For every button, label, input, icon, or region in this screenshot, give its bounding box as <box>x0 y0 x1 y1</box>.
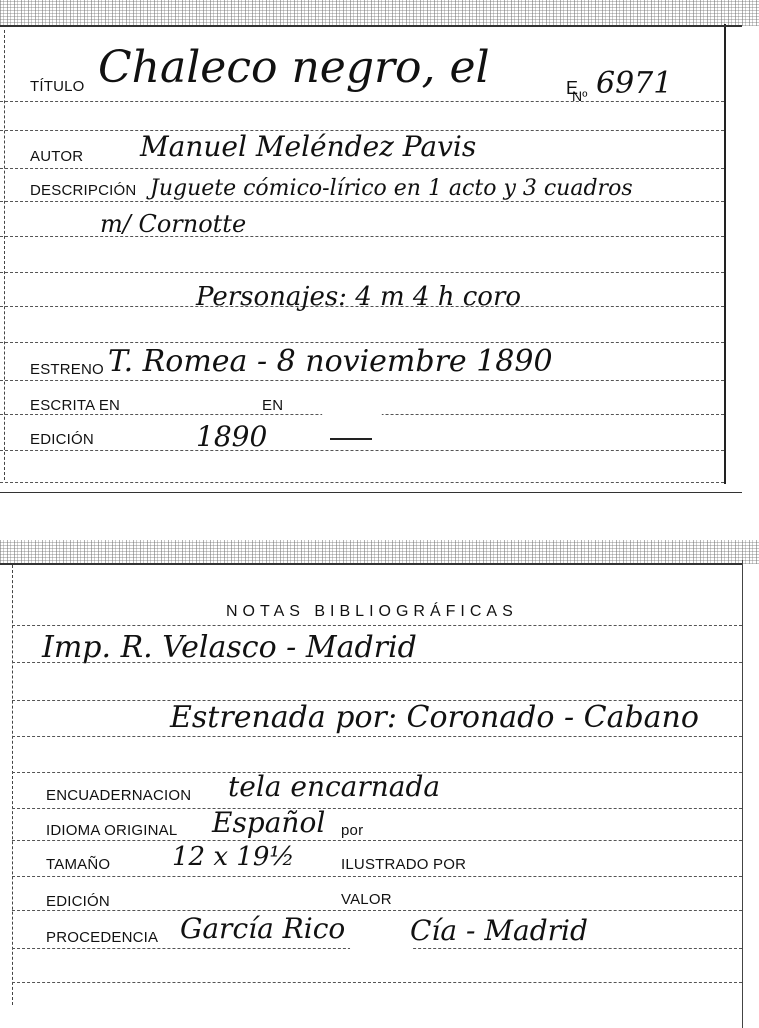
notas-bibliograficas-heading: NOTAS BIBLIOGRÁFICAS <box>226 603 518 620</box>
notes-line-1: Imp. R. Velasco - Madrid <box>42 630 417 665</box>
encuadernacion-label: ENCUADERNACION <box>46 787 192 804</box>
descripcion-label: DESCRIPCIÓN <box>30 182 137 199</box>
rule-line <box>12 982 742 983</box>
escrita-en-label: ESCRITA EN <box>30 397 121 414</box>
numero-prefix: E <box>566 78 579 98</box>
numero-label: Nº <box>572 88 588 104</box>
edicion-value: 1890 <box>196 420 268 453</box>
en-label: EN <box>262 397 284 414</box>
edicion-label-bottom: EDICIÓN <box>46 893 110 910</box>
card-bottom-top-border <box>0 563 742 565</box>
paper-blot <box>350 926 412 972</box>
valor-label: VALOR <box>341 891 392 908</box>
idioma-original-label: IDIOMA ORIGINAL <box>46 822 178 839</box>
rule-line <box>12 808 742 809</box>
card-top-left-border <box>4 30 6 480</box>
personajes-value: Personajes: 4 m 4 h coro <box>196 282 522 312</box>
idioma-original-value: Español <box>212 806 326 839</box>
rule-line <box>12 876 742 877</box>
estreno-value: T. Romea - 8 noviembre 1890 <box>108 344 553 379</box>
notes-line-2: Estrenada por: Coronado - Cabano <box>170 700 699 735</box>
descripcion-value-2: m/ Cornotte <box>100 210 247 238</box>
procedencia-label: PROCEDENCIA <box>46 929 159 946</box>
ink-dash <box>330 438 372 440</box>
procedencia-value-2: Cía - Madrid <box>410 914 588 947</box>
edicion-label: EDICIÓN <box>30 431 94 448</box>
scan-noise-bottom <box>0 540 759 564</box>
autor-value: Manuel Meléndez Pavis <box>140 130 477 163</box>
card-top-right-border <box>724 24 726 484</box>
card-top-top-border <box>0 25 742 27</box>
procedencia-value-1: García Rico <box>180 912 346 945</box>
estreno-label: ESTRENO <box>30 361 104 378</box>
titulo-label: TÍTULO <box>30 78 85 95</box>
card-bottom-left-border <box>12 565 14 1005</box>
titulo-value: Chaleco negro, el <box>98 42 490 93</box>
ilustrado-por-label: ILUSTRADO POR <box>341 856 467 873</box>
scan-noise-top <box>0 0 759 26</box>
rule-line <box>12 625 742 626</box>
rule-line <box>0 101 724 102</box>
numero-value: 6971 <box>596 66 673 101</box>
descripcion-value-1: Juguete cómico-lírico en 1 acto y 3 cuadros <box>150 176 633 201</box>
rule-line <box>12 736 742 737</box>
tamano-value: 12 x 19½ <box>172 842 295 872</box>
card-top-bottom-edge <box>0 492 742 493</box>
rule-line <box>12 910 742 911</box>
tamano-label: TAMAÑO <box>46 856 111 873</box>
rule-line <box>0 380 724 381</box>
rule-line <box>0 482 724 483</box>
rule-line <box>12 840 742 841</box>
card-bottom-right-border <box>742 560 743 1028</box>
rule-line <box>0 272 724 273</box>
encuadernacion-value: tela encarnada <box>228 770 441 803</box>
rule-line <box>0 201 724 202</box>
rule-line <box>0 342 724 343</box>
paper-blot <box>322 398 382 434</box>
rule-line <box>0 450 724 451</box>
por-label: por <box>341 822 364 839</box>
autor-label: AUTOR <box>30 148 84 165</box>
rule-line <box>0 168 724 169</box>
